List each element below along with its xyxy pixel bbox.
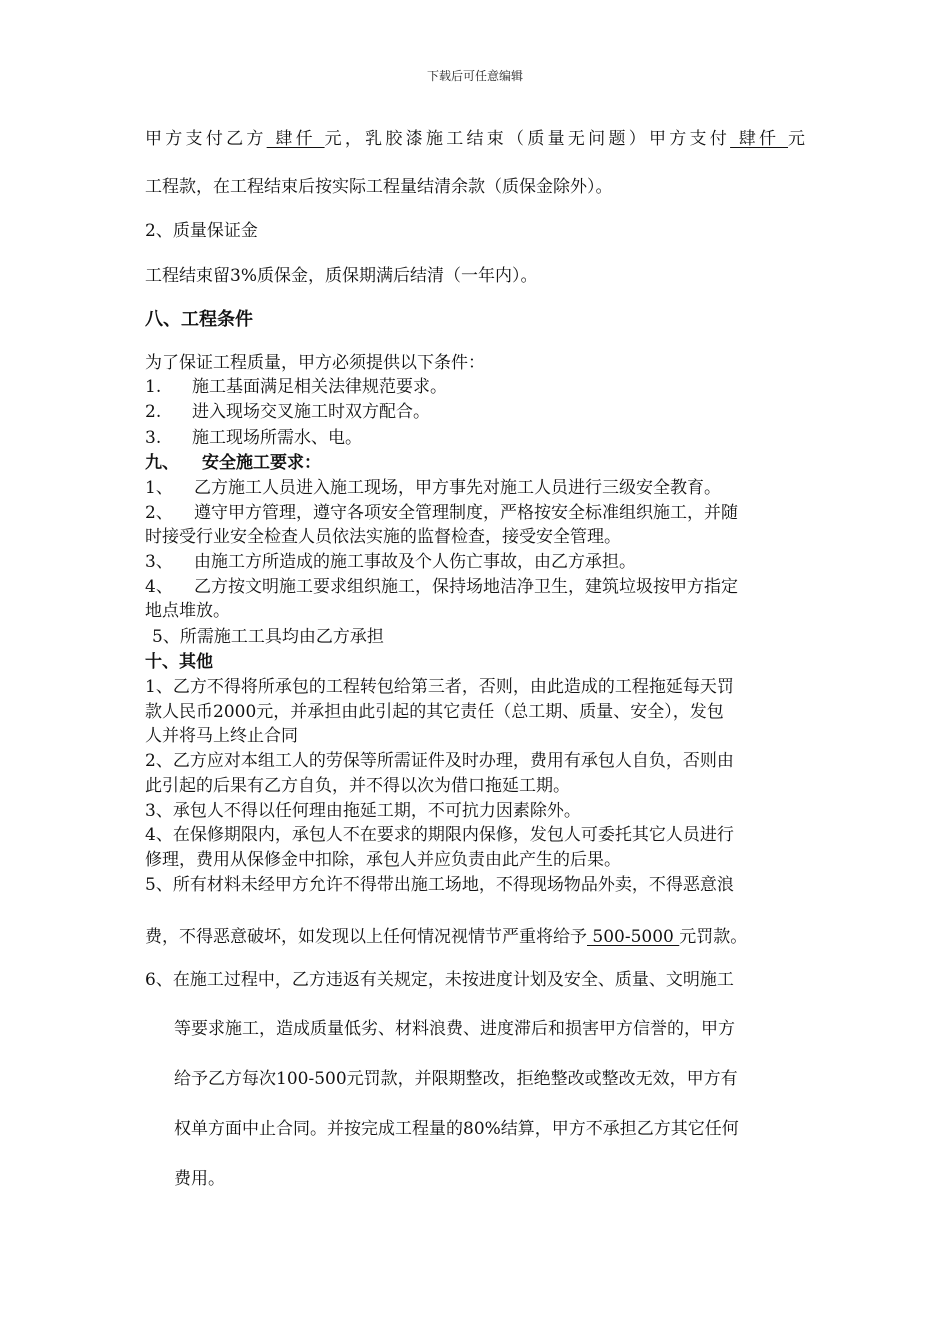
section-10-p3: 3、承包人不得以任何理由拖延工期，不可抗力因素除外。: [145, 801, 581, 821]
section-10-p1-line2: 款人民币2000元，并承担由此引起的其它责任（总工期、质量、安全），发包: [145, 702, 724, 722]
payment-amount-2: 肆仟: [730, 129, 789, 149]
item-number: 4、: [145, 577, 173, 597]
section-8-heading: 八、工程条件: [145, 309, 253, 330]
item-number: 1.: [145, 377, 162, 397]
section-10-p2-line1: 2、乙方应对本组工人的劳保等所需证件及时办理，费用有承包人自负，否则由: [145, 751, 734, 771]
item-text: 施工基面满足相关法律规范要求。: [192, 377, 447, 397]
item-text: 施工现场所需水、电。: [192, 428, 362, 448]
section-10-p4-line2: 修理，费用从保修金中扣除，承包人并应负责由此产生的后果。: [145, 850, 621, 870]
section-9-item-5: 5、所需施工工具均由乙方承担: [152, 627, 384, 647]
section-10-p6-line2: 等要求施工，造成质量低劣、材料浪费、进度滞后和损害甲方信誉的，甲方: [174, 1019, 735, 1039]
item-text: 进入现场交叉施工时双方配合。: [192, 402, 430, 422]
item-number: 3、: [145, 552, 173, 572]
section-10-p1-line3: 人并将马上终止合同: [145, 726, 298, 746]
section-9-heading: [145, 451, 321, 475]
item-text: 乙方施工人员进入施工现场，甲方事先对施工人员进行三级安全教育。: [194, 478, 721, 498]
section-8-item-2: [145, 400, 430, 424]
section-9-item-2-cont: 时接受行业安全检查人员依法实施的监督检查，接受安全管理。: [145, 527, 621, 547]
item-number: 3.: [145, 428, 162, 448]
quality-deposit-heading: 2、质量保证金: [145, 221, 258, 241]
section-10-p6-line3: 给予乙方每次100-500元罚款，并限期整改，拒绝整改或整改无效，甲方有: [174, 1069, 738, 1089]
payment-settlement-line: 工程款，在工程结束后按实际工程量结清余款（质保金除外）。: [145, 177, 613, 197]
section-10-p6-line1: 6、在施工过程中，乙方违返有关规定，未按进度计划及安全、质量、文明施工: [145, 970, 734, 990]
payment-text-3: 元: [788, 129, 806, 149]
item-number: 2.: [145, 402, 162, 422]
section-9-item-4: [145, 575, 738, 599]
p5-text-2: 元罚款。: [679, 927, 748, 947]
section-9-item-3: [145, 550, 636, 574]
section-9-item-2: [145, 501, 738, 525]
section-title: 安全施工要求：: [202, 453, 321, 473]
section-10-p5-line1: 5、所有材料未经甲方允许不得带出施工场地，不得现场物品外卖，不得恶意浪: [145, 875, 734, 895]
p5-text-1: 费，不得恶意破坏，如发现以上任何情况视情节严重将给予: [145, 927, 587, 947]
section-8-item-3: [145, 426, 362, 450]
payment-text-1: 甲方支付乙方: [145, 129, 267, 149]
section-9-item-1: [145, 476, 721, 500]
section-8-item-1: [145, 375, 447, 399]
section-10-p6-line4: 权单方面中止合同。并按完成工程量的80%结算，甲方不承担乙方其它任何: [174, 1119, 739, 1139]
quality-deposit-text: 工程结束留3%质保金，质保期满后结清（一年内）。: [145, 266, 538, 286]
fine-amount: 500-5000: [587, 927, 680, 947]
item-text: 乙方按文明施工要求组织施工，保持场地洁净卫生，建筑垃圾按甲方指定: [194, 577, 738, 597]
item-text: 遵守甲方管理，遵守各项安全管理制度，严格按安全标准组织施工，并随: [194, 503, 738, 523]
section-10-heading: 十、其他: [145, 652, 213, 672]
payment-amount-1: 肆仟: [266, 129, 325, 149]
section-10-p5-line2: [145, 925, 747, 949]
section-10-p1-line1: 1、乙方不得将所承包的工程转包给第三者，否则，由此造成的工程拖延每天罚: [145, 677, 734, 697]
item-text: 由施工方所造成的施工事故及个人伤亡事故，由乙方承担。: [194, 552, 636, 572]
section-8-intro: 为了保证工程质量，甲方必须提供以下条件：: [145, 353, 485, 373]
section-10-p4-line1: 4、在保修期限内，承包人不在要求的期限内保修，发包人可委托其它人员进行: [145, 825, 734, 845]
section-10-p6-line5: 费用。: [174, 1169, 225, 1189]
section-number: 九、: [145, 453, 179, 473]
item-number: 2、: [145, 503, 173, 523]
item-number: 1、: [145, 478, 173, 498]
section-9-item-4-cont: 地点堆放。: [145, 601, 230, 621]
section-10-p2-line2: 此引起的后果有乙方自负，并不得以次为借口拖延工期。: [145, 776, 570, 796]
page-header: 下载后可任意编辑: [426, 69, 523, 83]
payment-line: [145, 127, 805, 151]
payment-text-2: 元，乳胶漆施工结束（质量无问题）甲方支付: [324, 129, 731, 149]
